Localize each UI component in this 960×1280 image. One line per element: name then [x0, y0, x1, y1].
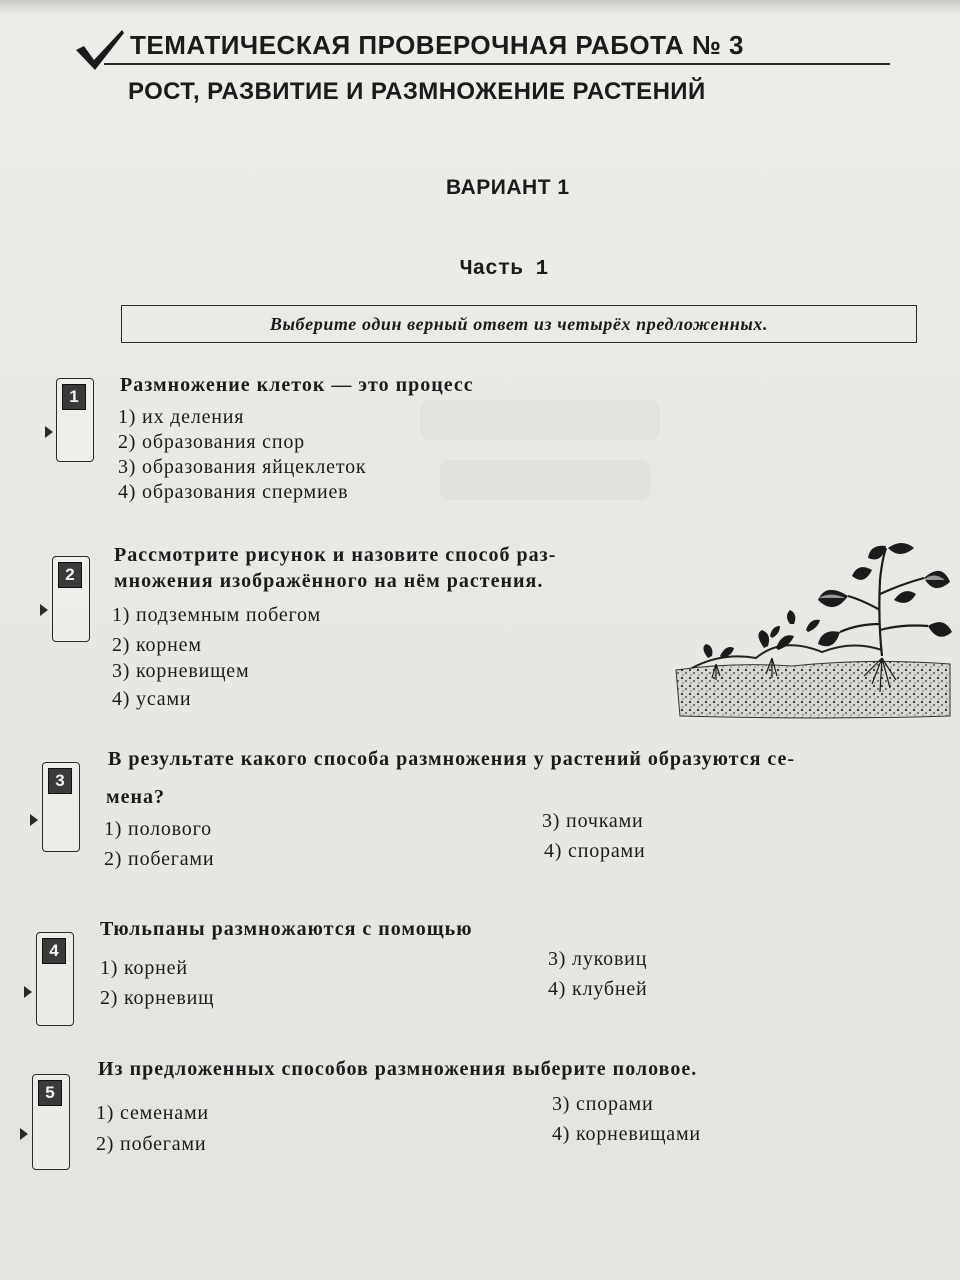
- q3-option-4: 4) спорами: [544, 840, 646, 862]
- arrow-marker-icon: [24, 986, 32, 998]
- q5-option-4: 4) корневищами: [552, 1123, 701, 1145]
- q4-option-4: 4) клубней: [548, 978, 648, 1000]
- page-edge-shadow: [0, 0, 960, 14]
- instruction-text: Выберите один верный ответ из четырёх предложенных.: [269, 313, 769, 334]
- q3-option-2: 2) побегами: [104, 848, 215, 870]
- arrow-marker-icon: [40, 604, 48, 616]
- q1-option-4: 4) образования спермиев: [118, 481, 349, 503]
- q2-option-1: 1) подземным побегом: [112, 604, 321, 626]
- q3-option-1: 1) полового: [104, 818, 212, 840]
- answer-box-1[interactable]: [56, 378, 94, 462]
- bleed-through-mark: [420, 400, 660, 440]
- bleed-through-mark: [440, 460, 650, 500]
- question-number-1: 1: [62, 384, 86, 410]
- q5-option-3: 3) спорами: [552, 1093, 654, 1115]
- answer-box-4[interactable]: [36, 932, 74, 1026]
- question-number-5: 5: [38, 1080, 62, 1106]
- q2-option-4: 4) усами: [112, 688, 192, 710]
- checkmark-icon: [74, 28, 126, 72]
- question-number-4: 4: [42, 938, 66, 964]
- instruction-box: [121, 305, 917, 343]
- question-5-text: Из предложенных способов размножения выберите половое.: [98, 1058, 698, 1080]
- answer-box-2[interactable]: [52, 556, 90, 642]
- q2-option-2: 2) корнем: [112, 634, 202, 656]
- title-divider: [104, 63, 890, 65]
- worksheet-title: ТЕМАТИЧЕСКАЯ ПРОВЕРОЧНАЯ РАБОТА № 3: [130, 30, 745, 60]
- q4-option-3: 3) луковиц: [548, 948, 648, 970]
- answer-box-3[interactable]: [42, 762, 80, 852]
- question-4-text: Тюльпаны размножаются с помощью: [100, 918, 473, 940]
- question-2-text-line-2: множения изображённого на нём растения.: [114, 570, 544, 592]
- variant-heading: ВАРИАНТ 1: [446, 176, 570, 199]
- question-3-text-line-1: В результате какого способа размножения у растений образуются се-: [108, 748, 796, 770]
- question-2-text-line-1: Рассмотрите рисунок и назовите способ раз-: [114, 544, 557, 566]
- q1-option-3: 3) образования яйцеклеток: [118, 456, 367, 478]
- q4-option-1: 1) корней: [100, 957, 188, 979]
- plant-illustration: [672, 540, 954, 720]
- question-number-2: 2: [58, 562, 82, 588]
- question-number-3: 3: [48, 768, 72, 794]
- q5-option-1: 1) семенами: [96, 1102, 209, 1124]
- arrow-marker-icon: [45, 426, 53, 438]
- q3-option-3: 3) почками: [542, 810, 644, 832]
- arrow-marker-icon: [20, 1128, 28, 1140]
- arrow-marker-icon: [30, 814, 38, 826]
- part-heading: Часть 1: [460, 258, 549, 281]
- q5-option-2: 2) побегами: [96, 1133, 207, 1155]
- q2-option-3: 3) корневищем: [112, 660, 250, 682]
- worksheet-subtitle: РОСТ, РАЗВИТИЕ И РАЗМНОЖЕНИЕ РАСТЕНИЙ: [128, 78, 706, 105]
- q1-option-2: 2) образования спор: [118, 431, 305, 453]
- question-3-text-line-2: мена?: [106, 786, 166, 808]
- answer-box-5[interactable]: [32, 1074, 70, 1170]
- question-1-text: Размножение клеток — это процесс: [120, 374, 474, 396]
- q4-option-2: 2) корневищ: [100, 987, 215, 1009]
- q1-option-1: 1) их деления: [118, 406, 245, 428]
